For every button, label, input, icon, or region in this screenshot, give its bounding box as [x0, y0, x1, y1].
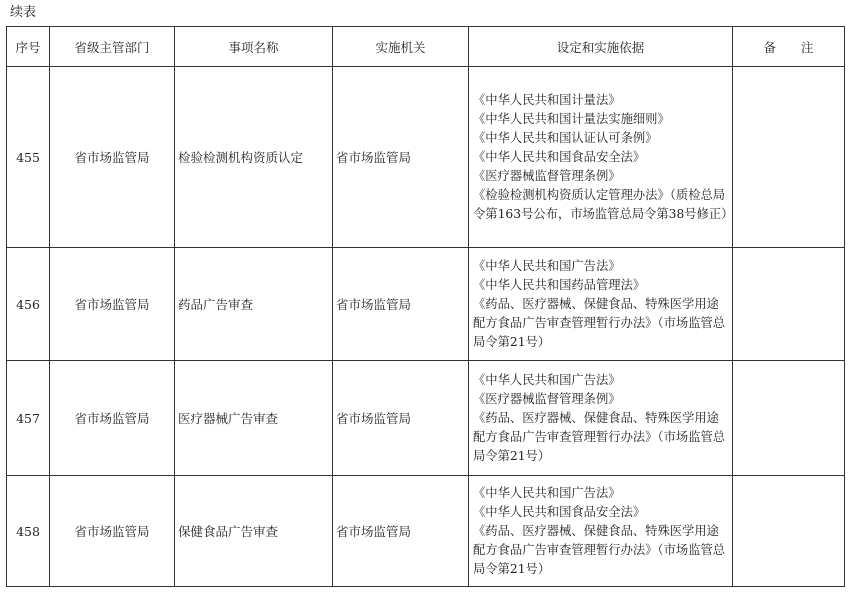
dept-cell: 省市场监管局 — [50, 476, 175, 587]
item-cell: 保健食品广告审查 — [175, 476, 333, 587]
dept-cell: 省市场监管局 — [50, 361, 175, 476]
basis-cell — [469, 361, 733, 476]
seq-cell: 455 — [7, 67, 50, 248]
basis-line: 《医疗器械监督管理条例》 — [473, 391, 621, 406]
agency-cell: 省市场监管局 — [333, 476, 469, 587]
basis-line: 《检验检测机构资质认定管理办法》（质检总局令第163号公布，市场监管总局令第38号修正） — [473, 187, 734, 221]
table-caption: 续表 — [10, 5, 37, 20]
header-dept: 省级主管部门 — [50, 27, 175, 67]
seq-cell: 458 — [7, 476, 50, 587]
basis-line: 《中华人民共和国药品管理法》 — [473, 277, 646, 292]
basis-cell — [469, 67, 733, 248]
dept-cell: 省市场监管局 — [50, 67, 175, 248]
basis-line: 《中华人民共和国认证认可条例》 — [473, 130, 658, 145]
table-header-row — [7, 27, 845, 67]
basis-cell — [469, 476, 733, 587]
basis-line: 《医疗器械监督管理条例》 — [473, 168, 621, 183]
header-seq: 序号 — [7, 27, 50, 67]
item-cell: 检验检测机构资质认定 — [175, 67, 333, 248]
basis-line: 《药品、医疗器械、保健食品、特殊医学用途配方食品广告审查管理暂行办法》（市场监管总局令第21号） — [473, 523, 726, 576]
basis-cell — [469, 248, 733, 361]
seq-cell: 456 — [7, 248, 50, 361]
agency-cell: 省市场监管局 — [333, 361, 469, 476]
note-cell — [733, 476, 845, 587]
item-cell: 药品广告审查 — [175, 248, 333, 361]
admin-items-table — [6, 26, 845, 587]
item-cell: 医疗器械广告审查 — [175, 361, 333, 476]
header-agency: 实施机关 — [333, 27, 469, 67]
basis-line: 《药品、医疗器械、保健食品、特殊医学用途配方食品广告审查管理暂行办法》（市场监管总局令第21号） — [473, 410, 726, 463]
table-row — [7, 476, 845, 587]
basis-line: 《中华人民共和国计量法》 — [473, 92, 621, 107]
header-item: 事项名称 — [175, 27, 333, 67]
agency-cell: 省市场监管局 — [333, 248, 469, 361]
basis-line: 《中华人民共和国食品安全法》 — [473, 504, 646, 519]
seq-cell: 457 — [7, 361, 50, 476]
basis-line: 《中华人民共和国广告法》 — [473, 372, 621, 387]
basis-line: 《中华人民共和国广告法》 — [473, 485, 621, 500]
basis-line: 《中华人民共和国食品安全法》 — [473, 149, 646, 164]
table-row — [7, 361, 845, 476]
header-note: 备 注 — [733, 27, 845, 67]
basis-line: 《中华人民共和国计量法实施细则》 — [473, 111, 670, 126]
note-cell — [733, 248, 845, 361]
table-row — [7, 67, 845, 248]
basis-line: 《中华人民共和国广告法》 — [473, 258, 621, 273]
note-cell — [733, 361, 845, 476]
table-row — [7, 248, 845, 361]
basis-line: 《药品、医疗器械、保健食品、特殊医学用途配方食品广告审查管理暂行办法》（市场监管总局令第21号） — [473, 296, 726, 349]
agency-cell: 省市场监管局 — [333, 67, 469, 248]
dept-cell: 省市场监管局 — [50, 248, 175, 361]
note-cell — [733, 67, 845, 248]
header-basis: 设定和实施依据 — [469, 27, 733, 67]
